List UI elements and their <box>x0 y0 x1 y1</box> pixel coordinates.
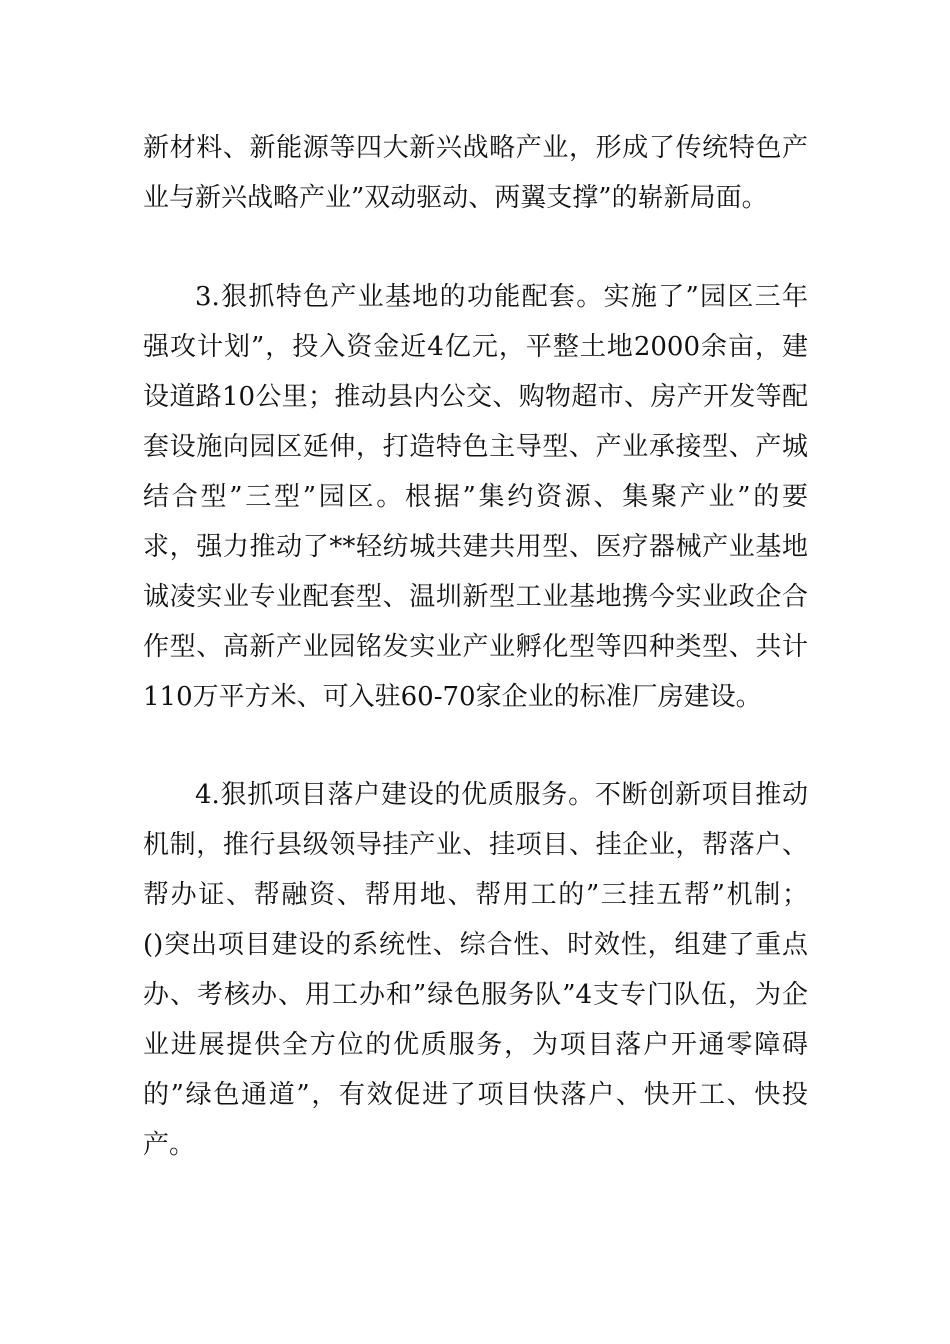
text-line: 设道路10公里；推动县内公交、购物超市、房产开发等配 <box>143 382 808 412</box>
text-line: 新材料、新能源等四大新兴战略产业，形成了传统特色产 <box>143 133 808 163</box>
text-line: 强攻计划”，投入资金近4亿元，平整土地2000余亩，建 <box>143 332 808 362</box>
text-line: 帮办证、帮融资、帮用地、帮用工的”三挂五帮”机制； <box>143 880 808 910</box>
text-line: 求，强力推动了**轻纺城共建共用型、医疗器械产业基地 <box>143 532 808 562</box>
text-line: 的”绿色通道”，有效促进了项目快落户、快开工、快投 <box>143 1080 808 1110</box>
text-line: 套设施向园区延伸，打造特色主导型、产业承接型、产城 <box>143 432 808 462</box>
text-line: 110万平方米、可入驻60-70家企业的标准厂房建设。 <box>143 682 762 712</box>
text-line: 作型、高新产业园铭发实业产业孵化型等四种类型、共计 <box>143 632 808 662</box>
text-line: 办、考核办、用工办和”绿色服务队”4支专门队伍，为企 <box>143 980 808 1010</box>
text-line: 机制，推行县级领导挂产业、挂项目、挂企业，帮落户、 <box>143 830 808 860</box>
text-line: 业与新兴战略产业”双动驱动、两翼支撑”的崭新局面。 <box>143 183 768 213</box>
text-line: 4.狠抓项目落户建设的优质服务。不断创新项目推动 <box>195 780 808 810</box>
text-line: 产。 <box>143 1130 196 1160</box>
text-line: 诚凌实业专业配套型、温圳新型工业基地携今实业政企合 <box>143 582 808 612</box>
text-line: 结合型”三型”园区。根据”集约资源、集聚产业”的要 <box>143 482 808 512</box>
paragraph-section-3 <box>143 272 808 722</box>
text-line: ()突出项目建设的系统性、综合性、时效性，组建了重点 <box>143 930 808 960</box>
text-line: 3.狠抓特色产业基地的功能配套。实施了”园区三年 <box>195 282 808 312</box>
paragraph-continued <box>143 123 808 223</box>
text-line: 业进展提供全方位的优质服务，为项目落户开通零障碍 <box>143 1030 808 1060</box>
paragraph-section-4 <box>143 770 808 1170</box>
